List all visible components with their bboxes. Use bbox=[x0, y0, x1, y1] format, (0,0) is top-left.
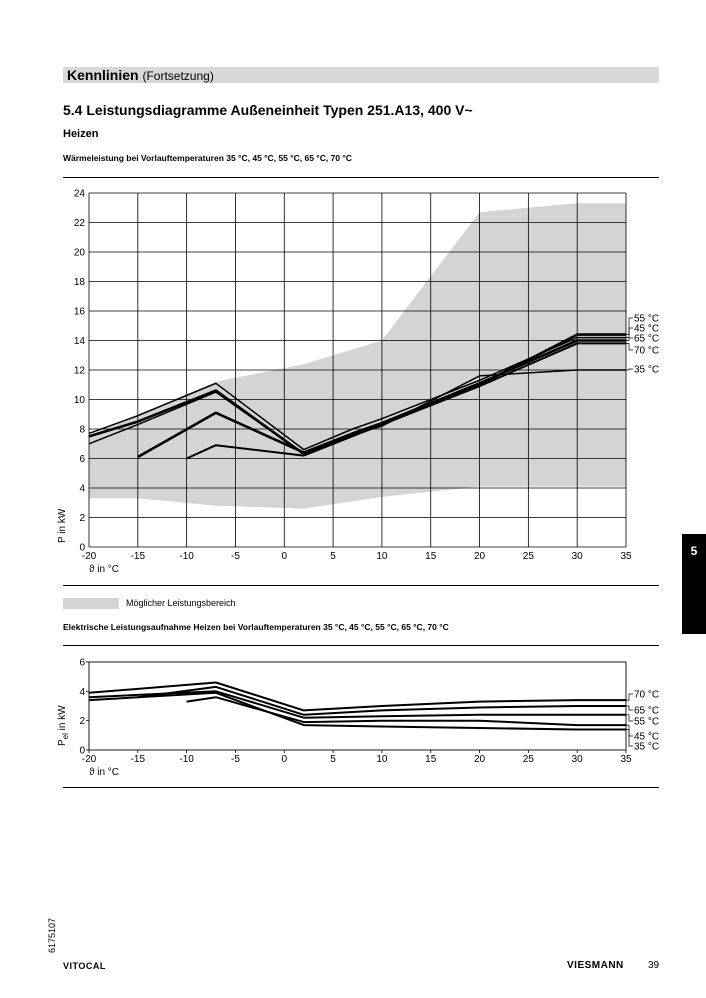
x-tick-label: -20 bbox=[81, 754, 97, 765]
x-tick-label: 20 bbox=[473, 754, 486, 765]
y-tick-label: 8 bbox=[79, 424, 85, 436]
y-axis-label: P in kW bbox=[57, 508, 68, 543]
x-tick-label: -5 bbox=[231, 754, 240, 765]
x-tick-label: 5 bbox=[330, 551, 336, 562]
x-tick-label: 20 bbox=[473, 551, 486, 562]
y-tick-label: 2 bbox=[79, 513, 85, 524]
section-header-title: Kennlinien bbox=[67, 67, 139, 83]
y-tick-label: 0 bbox=[79, 745, 85, 757]
x-tick-label: -15 bbox=[130, 551, 146, 562]
x-tick-label: -10 bbox=[179, 551, 194, 562]
y-tick-label: 4 bbox=[79, 483, 85, 495]
x-tick-label: 10 bbox=[376, 754, 388, 765]
y-tick-label: 20 bbox=[73, 247, 85, 259]
x-tick-label: 0 bbox=[281, 754, 288, 765]
series-label: 55 °C bbox=[634, 716, 660, 728]
product-name: VITOCAL bbox=[63, 961, 106, 971]
y-tick-label: 14 bbox=[73, 336, 85, 347]
chart1-caption: Wärmeleistung bei Vorlauftemperaturen 35 °C, 45 °C, 55 °C, 65 °C, 70 °C bbox=[63, 153, 352, 163]
y-tick-label: 18 bbox=[73, 277, 85, 288]
chart2-bottom-rule bbox=[63, 787, 659, 788]
y-tick-label: 4 bbox=[79, 686, 85, 698]
series-label-leader bbox=[626, 730, 633, 747]
legend-label: Möglicher Leistungsbereich bbox=[126, 598, 236, 608]
brand-logo: VIESMANN bbox=[567, 960, 624, 971]
page-number: 39 bbox=[648, 960, 660, 971]
chart2-caption: Elektrische Leistungsaufnahme Heizen bei Vorlauftemperaturen 35 °C, 45 °C, 55 °C, 65 °C, 70 °C bbox=[63, 622, 449, 632]
y-tick-label: 12 bbox=[73, 365, 85, 377]
series-label: 70 °C bbox=[634, 345, 660, 357]
page-title: 5.4 Leistungsdiagramme Außeneinheit Typen 251.A13, 400 V~ bbox=[63, 102, 473, 118]
x-axis-label: ϑ in °C bbox=[89, 767, 120, 778]
y-tick-label: 6 bbox=[79, 454, 85, 465]
series-label: 65 °C bbox=[634, 705, 660, 717]
series-label-leader bbox=[626, 715, 633, 721]
x-tick-label: -10 bbox=[179, 754, 194, 765]
x-tick-label: -5 bbox=[231, 551, 240, 562]
series-label: 55 °C bbox=[634, 313, 660, 325]
series-label-leader bbox=[626, 694, 633, 700]
x-tick-label: 35 bbox=[620, 551, 632, 562]
document-number: 6175107 bbox=[47, 917, 57, 953]
x-tick-label: 25 bbox=[522, 551, 534, 562]
x-tick-label: 35 bbox=[620, 754, 632, 765]
x-tick-label: 15 bbox=[425, 551, 437, 562]
chapter-tab: 5 bbox=[682, 534, 706, 634]
y-tick-label: 2 bbox=[79, 716, 85, 728]
series-label: 45 °C bbox=[634, 731, 660, 743]
x-tick-label: 30 bbox=[571, 551, 583, 562]
series-label-leader bbox=[626, 725, 633, 736]
x-tick-label: -15 bbox=[130, 754, 146, 765]
y-tick-label: 22 bbox=[73, 218, 85, 229]
y-tick-label: 24 bbox=[73, 188, 85, 200]
x-tick-label: 25 bbox=[522, 754, 534, 765]
x-axis-label: ϑ in °C bbox=[89, 564, 120, 575]
x-tick-label: 15 bbox=[425, 754, 437, 765]
x-tick-label: 30 bbox=[571, 754, 583, 765]
x-tick-label: -20 bbox=[81, 551, 97, 562]
y-tick-label: 6 bbox=[79, 657, 85, 669]
y-tick-label: 0 bbox=[79, 542, 85, 554]
x-tick-label: 10 bbox=[376, 551, 388, 562]
series-label: 70 °C bbox=[634, 689, 660, 701]
section-header-subtitle: (Fortsetzung) bbox=[142, 69, 214, 83]
sub-heading: Heizen bbox=[63, 128, 99, 140]
series-label: 35 °C bbox=[634, 741, 660, 753]
series-label: 65 °C bbox=[634, 333, 660, 345]
series-label: 45 °C bbox=[634, 323, 660, 335]
y-tick-label: 10 bbox=[73, 395, 85, 406]
series-label: 35 °C bbox=[634, 364, 660, 376]
series-label-leader bbox=[626, 706, 633, 710]
y-axis-label: $P_{el}$ in kW bbox=[57, 705, 70, 746]
x-tick-label: 0 bbox=[281, 551, 288, 562]
y-tick-label: 16 bbox=[73, 306, 85, 318]
x-tick-label: 5 bbox=[330, 754, 336, 765]
